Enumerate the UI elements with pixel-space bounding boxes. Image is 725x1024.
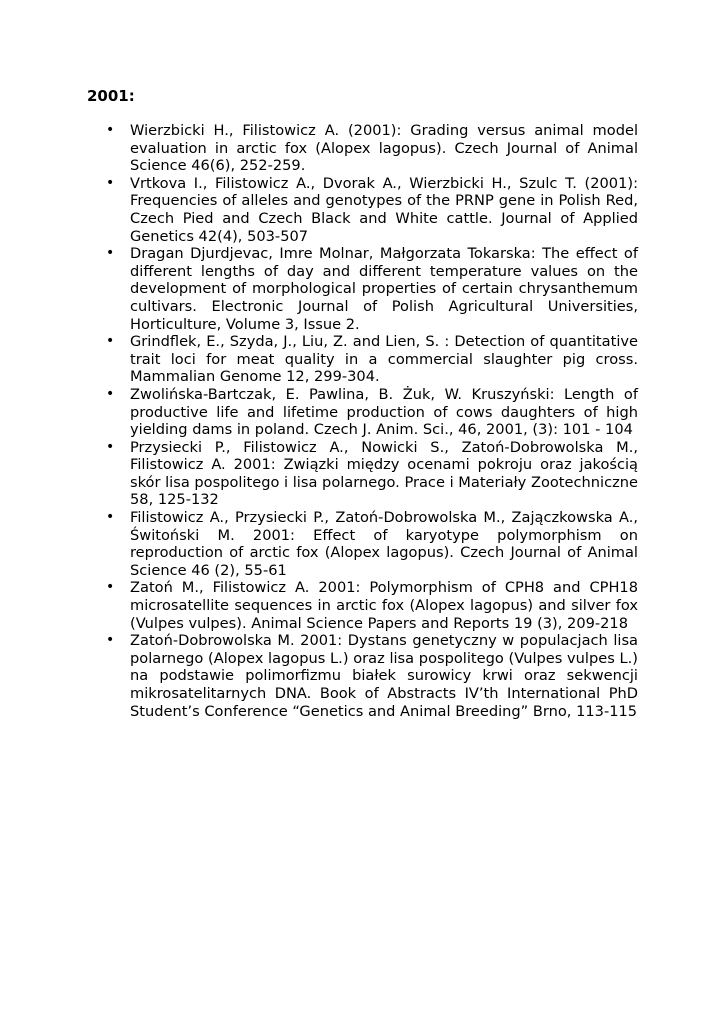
reference-text: Przysiecki P., Filistowicz A., Nowicki S., Zatoń-Dobrowolska M., Filistowicz A. 2001: Związki między ocenami pokroju oraz jakością skór lisa pospolitego i lisa polarnego. Prace i Materiały Zootechniczne 58, 125-132 <box>130 438 638 509</box>
bullet-icon: • <box>106 438 115 455</box>
reference-item <box>106 509 638 579</box>
reference-text: Filistowicz A., Przysiecki P., Zatoń-Dobrowolska M., Zajączkowska A., Świtoński M. 2001: Effect of karyotype polymorphism on reproduction of arctic fox (Alopex lagopus). Czech Journal of Animal Science 46 (2), 55-61 <box>130 509 638 579</box>
reference-text: Vrtkova I., Filistowicz A., Dvorak A., Wierzbicki H., Szulc T. (2001): Frequencies of alleles and genotypes of the PRNP gene in Polish Red, Czech Pied and Czech Black and White cattle. Journal of Applied Genetics 42(4), 503-507 <box>130 174 638 245</box>
bullet-icon: • <box>106 509 115 526</box>
reference-item <box>106 438 638 509</box>
reference-item <box>106 174 638 245</box>
reference-item <box>106 579 638 632</box>
reference-text: Zatoń M., Filistowicz A. 2001: Polymorphism of CPH8 and CPH18 microsatellite sequences in arctic fox (Alopex lagopus) and silver fox (Vulpes vulpes). Animal Science Papers and Reports 19 (3), 209-218 <box>130 579 638 632</box>
bullet-icon: • <box>106 245 115 262</box>
reference-text: Wierzbicki H., Filistowicz A. (2001): Grading versus animal model evaluation in arctic fox (Alopex lagopus). Czech Journal of Animal Science 46(6), 252-259. <box>130 122 638 175</box>
reference-item <box>106 385 638 439</box>
reference-item <box>106 333 638 386</box>
bullet-icon: • <box>106 579 115 596</box>
section-heading: 2001: <box>87 87 135 105</box>
reference-item <box>106 122 638 175</box>
bullet-icon: • <box>106 174 115 191</box>
bullet-icon: • <box>106 122 115 138</box>
bullet-icon: • <box>106 333 115 350</box>
reference-text: Zatoń-Dobrowolska M. 2001: Dystans genetyczny w populacjach lisa polarnego (Alopex lagopus L.) oraz lisa pospolitego (Vulpes vulpes L.) na podstawie polimorfizmu białek surowicy krwi oraz sekwencji mikrosatelitarnych DNA. Book of Abstracts IV’th International PhD Student’s Conference “Genetics and Animal Breeding” Brno, 113-115 <box>130 632 638 720</box>
reference-text: Dragan Djurdjevac, Imre Molnar, Małgorzata Tokarska: The effect of different lengths of day and different temperature values on the development of morphological properties of certain chrysanthemum cultivars. Electronic Journal of Polish Agricultural Universities, Horticulture, Volume 3, Issue 2. <box>130 245 638 333</box>
reference-item <box>106 245 638 333</box>
reference-text: Grindflek, E., Szyda, J., Liu, Z. and Lien, S. : Detection of quantitative trait loci for meat quality in a commercial slaughter pig cross. Mammalian Genome 12, 299-304. <box>130 333 638 386</box>
reference-item <box>106 632 638 720</box>
reference-list <box>106 122 638 720</box>
bullet-icon: • <box>106 385 115 402</box>
bullet-icon: • <box>106 632 115 649</box>
reference-text: Zwolińska-Bartczak, E. Pawlina, B. Żuk, W. Kruszyński: Length of productive life and lifetime production of cows daughters of high yielding dams in poland. Czech J. Anim. Sci., 46, 2001, (3): 101 - 104 <box>130 385 638 439</box>
